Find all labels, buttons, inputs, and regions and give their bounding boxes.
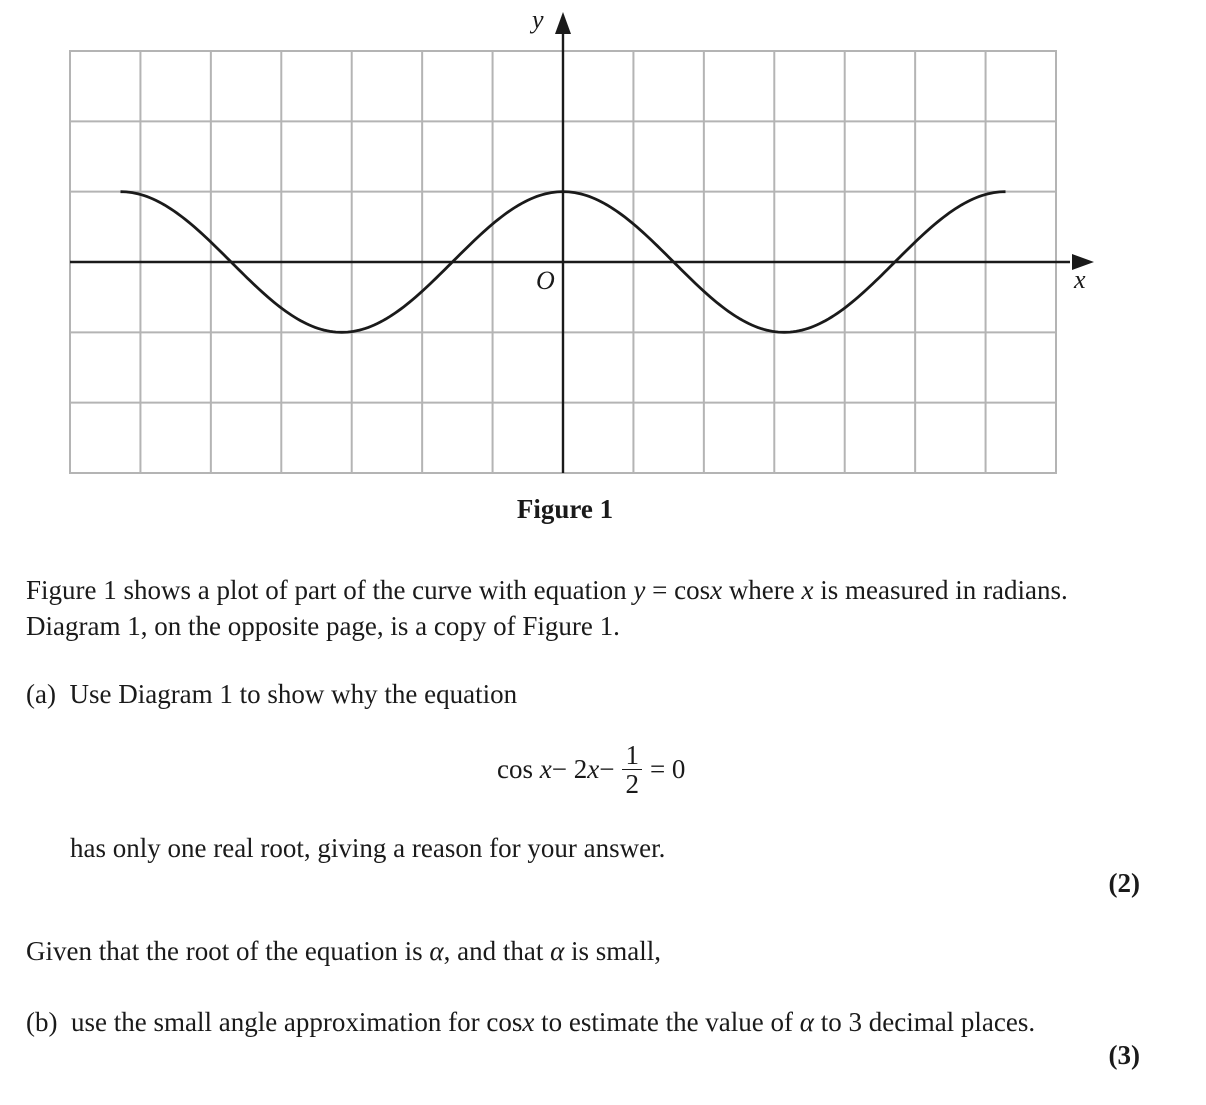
part-a-continuation: has only one real root, giving a reason for your answer. <box>70 833 666 863</box>
given-statement: Given that the root of the equation is α, and that α is small, <box>26 936 662 966</box>
y-axis-label: y <box>532 5 544 34</box>
part-a-question: (a) Use Diagram 1 to show why the equation <box>26 679 518 709</box>
intro-line-2: Diagram 1, on the opposite page, is a copy of Figure 1. <box>26 611 620 641</box>
origin-label: O <box>536 266 555 295</box>
part-b-marks: (3) <box>1108 1040 1140 1070</box>
intro-line-1: Figure 1 shows a plot of part of the curve with equation y = cosx where x is measured in radians. <box>26 575 1068 605</box>
x-axis-label: x <box>1074 265 1086 294</box>
equation: cos x − 2 x − $\frac{1}{2}$ = 0 <box>497 739 686 799</box>
figure-caption: Figure 1 <box>516 494 614 524</box>
figure-1-graph <box>0 0 1206 480</box>
fraction-one-half: $\frac{1}{2}$ <box>622 741 642 798</box>
part-b-question: (b) use the small angle approximation for cosx to estimate the value of α to 3 decimal places. <box>26 1007 1036 1037</box>
part-a-marks: (2) <box>1108 868 1140 898</box>
y-axis-arrow-icon <box>555 12 571 34</box>
